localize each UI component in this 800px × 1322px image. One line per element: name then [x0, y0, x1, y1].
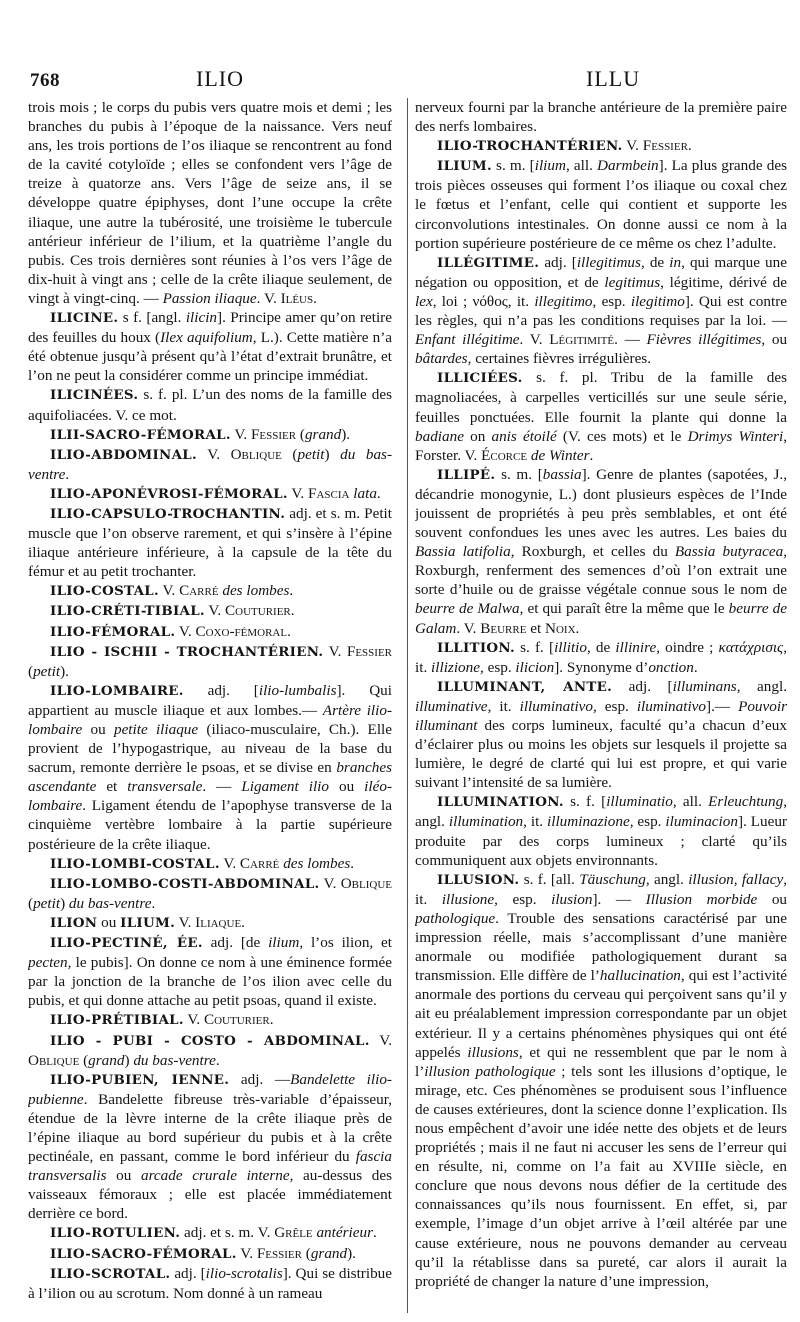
italic-text: badiane	[415, 427, 464, 445]
italic-text: ilium	[268, 934, 300, 952]
entry-headword: ILIO - ISCHII - TROCHANTÉRIEN.	[50, 643, 324, 660]
italic-text: grand	[310, 1244, 348, 1262]
entry-text: . —	[202, 778, 242, 796]
italic-text: Bassia latifolia	[415, 543, 511, 561]
entry-text: , oindre ;	[656, 638, 719, 656]
entry-text: V.	[319, 874, 341, 892]
entry-text: adj. [	[612, 677, 673, 695]
entry-text: ou	[106, 1167, 141, 1185]
entry-text: , all.	[565, 157, 598, 175]
text-columns	[26, 98, 788, 1313]
dictionary-entry	[28, 581, 392, 601]
entry-headword: ILIUM.	[120, 914, 176, 931]
dictionary-entry	[28, 504, 392, 581]
entry-text: , Roxburgh, renferment des semences d’où l’on extrait une sorte d’huile ou de graisse végétale connue sous le nom de	[415, 543, 787, 599]
italic-text: des lombes	[283, 854, 351, 872]
entry-headword: ILIO-PECTINÉ, ÉE.	[50, 935, 203, 952]
entry-continuation	[415, 98, 787, 136]
entry-headword: ILLUMINANT, ANTE.	[437, 678, 613, 695]
dictionary-entry	[415, 368, 787, 464]
entry-text: , angl.	[736, 677, 787, 695]
cross-reference: Oblique	[230, 445, 282, 463]
cross-reference: Fessier	[250, 425, 297, 443]
italic-text: fascia transversalis	[28, 1148, 392, 1185]
italic-text: petit	[33, 894, 61, 912]
cross-reference: Grêle	[274, 1224, 313, 1242]
italic-text: illuminatio	[606, 793, 673, 811]
italic-text: bassia	[542, 465, 582, 483]
entry-text: , it.	[415, 638, 787, 676]
entry-text: , it.	[415, 870, 787, 908]
italic-text: anis étoilé	[491, 427, 557, 445]
cross-reference: Couturier	[225, 602, 291, 620]
entry-text: . V.	[456, 619, 481, 637]
entry-text: V.	[204, 602, 226, 620]
entry-text: , qui marque une négation ou opposition, et de	[415, 253, 787, 291]
entry-text: .	[65, 465, 70, 483]
entry-text: (	[281, 445, 298, 463]
entry-text: adj. —	[229, 1070, 291, 1088]
dictionary-entry	[28, 425, 392, 445]
cross-reference: Carré	[179, 582, 219, 600]
italic-text: Artère ilio-lombaire	[28, 701, 392, 738]
italic-text: Drimys Winteri	[687, 427, 784, 445]
entry-text: s. m. [	[491, 157, 535, 175]
italic-text: illusion, fallacy	[688, 870, 784, 888]
entry-text: adj. [	[539, 253, 577, 271]
entry-text: (	[301, 1244, 311, 1262]
entry-text: . —	[614, 331, 647, 349]
cross-reference: Légitimité	[549, 331, 615, 349]
entry-text: . V.	[519, 331, 550, 349]
entry-text: )	[324, 445, 341, 463]
entry-text: ou	[97, 913, 121, 931]
italic-text: antérieur	[316, 1224, 373, 1242]
entry-headword: ILIO-CRÉTI-TIBIAL.	[50, 603, 205, 620]
entry-text: , esp.	[629, 813, 666, 831]
entry-headword: ILICINE.	[50, 310, 119, 327]
entry-text: , légitime, dérivé de	[660, 273, 787, 291]
cross-reference: Beurre	[480, 619, 527, 637]
entry-text: , Forster. V.	[415, 427, 787, 464]
dictionary-entry	[28, 874, 392, 913]
entry-text: (	[296, 425, 305, 443]
entry-headword: ILII-SACRO-FÉMORAL.	[50, 426, 231, 443]
entry-text: s. f. pl. L’un des noms de la famille des aquifoliacées. V. ce mot.	[28, 386, 392, 424]
entry-text: .	[350, 854, 355, 872]
italic-text: Ilex aquifolium	[160, 329, 253, 347]
italic-text: petit	[297, 445, 325, 463]
italic-text: beurre de Malwa	[415, 600, 520, 618]
italic-text: Ligament ilio	[241, 778, 329, 796]
entry-text: , esp.	[479, 658, 516, 676]
entry-text: trois mois ; le corps du pubis vers quatre mois et demi ; les branches du pubis à l’époque de la naissance. Vers neuf ans, les trois portions de l’os iliaque se rencontrent au fond de la cavité cotyloïde ; elles se confondent vers l’âge de treize à quatorze ans. Vers l’âge de seize ans, il se développe quatre épiphyses, dont l’une occupe la crête iliaque, une autre la tubérosité, une troisième le tubercule antérieur inférieur de l’ilium, et la quatrième l’angle du pubis. Ces trois dernières sont réunies à l’os vers l’âge de dix-huit à vingt ans ; celle de la crête iliaque seulement, de vingt à vingt-cinq. —	[28, 99, 392, 307]
dictionary-entry	[28, 308, 392, 385]
dictionary-entry	[415, 253, 787, 369]
entry-headword: ILLIPÉ.	[437, 466, 496, 483]
entry-text: , esp.	[592, 292, 631, 310]
italic-text: Fièvres illégitimes	[646, 331, 762, 349]
entry-headword: ILIO-PRÉTIBIAL.	[50, 1012, 184, 1029]
entry-text: V.	[219, 854, 240, 872]
entry-text: )	[124, 1051, 134, 1069]
italic-text: pecten	[28, 954, 68, 972]
italic-text: beurre de Galam	[415, 600, 787, 637]
entry-text: s. m. [	[495, 465, 543, 483]
italic-text: illegitimus	[576, 253, 641, 271]
entry-text: .	[693, 658, 698, 676]
entry-text: V.	[323, 642, 347, 660]
cross-reference: Couturier	[203, 1011, 270, 1029]
entry-headword: ILIO-ROTULIEN.	[50, 1225, 181, 1242]
italic-text: onction	[648, 658, 694, 676]
entry-headword: ILICINÉES.	[50, 387, 139, 404]
dictionary-entry	[28, 933, 392, 1010]
entry-text: et	[96, 778, 128, 796]
entry-text: , all.	[672, 793, 709, 811]
entry-headword: ILION	[50, 914, 98, 931]
italic-text: petite iliaque	[113, 721, 199, 738]
entry-text: . Bandelette fibreuse très-variable d’épaisseur, étendue de la lèvre interne de la crête iliaque près de l’épine iliaque au bord supérieur du pubis et à la crête pectinéale, en passant, comme le bord inférieur du	[28, 1090, 392, 1166]
italic-text: grand	[88, 1051, 125, 1069]
entry-text: )	[60, 894, 69, 912]
cross-reference: Carré	[239, 854, 280, 872]
dictionary-entry	[28, 385, 392, 424]
entry-text: ].—	[706, 697, 739, 715]
entry-headword: ILIO-TROCHANTÉRIEN.	[437, 138, 623, 155]
entry-headword: ILIO-CAPSULO-TROCHANTIN.	[50, 505, 286, 522]
entry-text: on	[463, 427, 492, 445]
italic-text: illuminativo	[519, 697, 593, 715]
cross-reference: Fessier	[642, 137, 688, 155]
italic-text: Darmbein	[597, 157, 659, 175]
entry-text: des corps lumineux, faculté qu’a chacun d’eux d’éclairer plus ou moins les objets sur lesquels il projette sa lumière, le degré de clarté qui lui est propre, et qui varie suivant l’intensité de sa lumière.	[415, 717, 787, 792]
entry-text: , l’os ilion, et	[299, 934, 392, 952]
dictionary-entry	[415, 638, 787, 677]
entry-text: , esp.	[593, 697, 637, 715]
entry-text: , et qui paraît être la même que le	[519, 600, 729, 618]
entry-text: .	[289, 582, 294, 600]
italic-text: Bandelette ilio-pubienne	[28, 1070, 392, 1108]
cross-reference: Fessier	[256, 1244, 302, 1262]
entry-text: ]. Lueur produite par des corps lumineux ; clarté qu’ils communiquent aux objets environnants.	[415, 813, 787, 869]
italic-text: illuminative	[415, 697, 488, 715]
cross-reference: Écorce	[481, 446, 528, 464]
dictionary-entry	[28, 484, 392, 504]
entry-headword: ILLUSION.	[437, 871, 520, 888]
italic-text: Illusion morbide	[645, 890, 758, 908]
italic-text: du bas-ventre	[133, 1051, 216, 1069]
entry-text: .	[215, 1051, 220, 1069]
entry-text: , qui est l’activité anormale des portions du cerveau qui perçoivent sans qu’il y ait eu préalablement impression correspondante par un objet extérieur. Il y a certains phénomènes physiques qui ont été appelés	[415, 967, 787, 1061]
column-divider	[407, 98, 408, 1313]
italic-text: illuminans	[672, 677, 737, 695]
entry-text: nerveux fourni par la branche antérieure de la première paire des nerfs lombaires.	[415, 99, 787, 136]
entry-text: V.	[622, 137, 643, 155]
italic-text: Erleuchtung	[708, 793, 784, 811]
entry-text: , angl.	[645, 870, 689, 888]
entry-text: ou	[757, 890, 787, 908]
dictionary-entry	[28, 1223, 392, 1243]
entry-text: s. f. [	[515, 638, 555, 656]
dictionary-entry	[28, 1010, 392, 1030]
italic-text: illusions	[467, 1043, 519, 1061]
entry-text: , esp.	[494, 890, 552, 908]
entry-headword: ILIO-SCROTAL.	[50, 1265, 171, 1282]
cross-reference: Fascia	[308, 484, 350, 502]
italic-text: Enfant illégitime	[415, 331, 520, 349]
italic-text: ilicion	[515, 658, 555, 676]
cross-reference: Noix	[545, 619, 576, 637]
italic-text: Täuschung	[579, 870, 646, 888]
entry-text: ]. Qui est contre les règles, qui n’a pas les conditions requises par la loi. —	[415, 292, 787, 330]
dictionary-entry	[28, 445, 392, 484]
entry-text: , loi ; νόθος, it.	[432, 292, 535, 310]
entry-text: , ou	[761, 331, 787, 349]
italic-text: illusion pathologique	[424, 1062, 556, 1080]
entry-text: , certaines fièvres irrégulières.	[467, 350, 652, 368]
entry-text: (	[28, 894, 34, 912]
entry-text: s f. [angl.	[118, 309, 186, 327]
italic-text: Bassia butyracea	[674, 543, 784, 561]
cross-reference: Iléus	[280, 289, 314, 307]
entry-text: . Ligament étendu de l’apophyse transverse de la cinquième vertèbre lombaire à la partie supérieure postérieure de la crête iliaque.	[28, 797, 392, 853]
entry-text: ).	[347, 1244, 356, 1262]
italic-text: transversale	[127, 778, 203, 796]
entry-text: ]. Qui se distribue à l’ilion ou au scrotum. Nom donné à un rameau	[28, 1264, 392, 1302]
entry-text: .	[376, 484, 381, 502]
entry-continuation	[28, 98, 392, 308]
italic-text: ilusion	[551, 890, 593, 908]
entry-text: .	[290, 602, 295, 620]
entry-text: s. f. pl. Tribu de la famille des magnoliacées, à carpelles verticillés sur une seule série, feuilles ponctuées. Elle fournit la plante qui donne la	[415, 369, 787, 426]
italic-text: de Winter	[530, 446, 590, 464]
italic-text: petit	[33, 662, 61, 680]
entry-text: ]. Qui appartient au muscle iliaque et aux lombes.—	[28, 681, 392, 719]
dictionary-entry	[28, 1264, 392, 1303]
italic-text: in	[669, 253, 682, 271]
entry-text: .	[589, 446, 594, 464]
entry-text: .	[313, 289, 317, 307]
entry-text: , et qui ne ressemblent que par le nom à l’	[415, 1043, 787, 1080]
italic-text: lex	[415, 292, 433, 310]
italic-text: Passion iliaque	[162, 289, 257, 307]
entry-text: ]. —	[592, 890, 646, 908]
italic-text: des lombes	[222, 582, 290, 600]
entry-text: (	[28, 662, 34, 680]
dictionary-entry	[28, 1031, 392, 1070]
cross-reference: Iliaque	[195, 913, 242, 931]
entry-text: (V. ces mots) et le	[556, 427, 688, 445]
italic-text: grand	[304, 425, 342, 443]
entry-headword: ILIO-ABDOMINAL.	[50, 446, 197, 463]
dictionary-entry	[28, 854, 392, 874]
entry-text: s. f. [all.	[519, 870, 580, 888]
entry-text: ]. Genre de plantes (sapotées, J., décandrie monogynie, L.) dont plusieurs espèces de l’Inde jouissent de propriétés à peu près semblables, et ont été souvent confondues les unes avec les autres. Les baies du	[415, 465, 787, 542]
entry-text: ou	[82, 721, 114, 738]
entry-text: V.	[236, 1244, 257, 1262]
entry-text: .	[687, 137, 692, 155]
entry-text: ]. Principe amer qu’on retire des feuilles du houx (	[28, 309, 392, 347]
italic-text: illizione	[431, 658, 480, 676]
entry-text: V.	[183, 1011, 204, 1029]
left-running-head: ILIO	[196, 66, 244, 91]
italic-text: lata	[353, 484, 377, 502]
italic-text: ilegitimo	[630, 292, 685, 310]
entry-text: .	[151, 894, 156, 912]
italic-text: illuminazione	[547, 813, 630, 831]
dictionary-entry	[28, 913, 392, 933]
entry-text: ou	[328, 778, 365, 796]
entry-text: s. f. [	[563, 793, 607, 811]
italic-text: iléo-lombaire	[28, 778, 392, 815]
italic-text: illumination	[448, 813, 524, 831]
entry-text: V.	[287, 484, 309, 502]
entry-headword: ILLUMINATION.	[437, 794, 564, 811]
entry-text: .	[241, 913, 245, 931]
entry-text: ).	[60, 662, 69, 680]
entry-text: , Roxburgh, et celles du	[510, 543, 675, 561]
entry-text: , angl.	[415, 793, 787, 831]
entry-text: .	[372, 1224, 377, 1242]
entry-headword: ILIO-LOMBI-COSTAL.	[50, 855, 220, 872]
entry-text: (iliaco-musculaire, Ch.). Elle provient de l’hypogastrique, au niveau de la base du sacrum, remonte derrière le psoas, et se divise en	[28, 721, 392, 777]
italic-text: bâtardes	[415, 350, 468, 368]
italic-text: illegitimo	[534, 292, 593, 310]
dictionary-entry	[415, 870, 787, 1291]
dictionary-entry	[415, 677, 787, 793]
italic-text: ilio-lumbalis	[258, 681, 337, 699]
entry-text: V.	[196, 445, 231, 463]
entry-text: V.	[175, 913, 196, 931]
dictionary-entry	[415, 156, 787, 252]
cross-reference: Oblique	[28, 1051, 80, 1069]
entry-text: V.	[158, 582, 180, 600]
italic-text: Pouvoir illuminant	[415, 697, 787, 734]
entry-text: .	[287, 622, 291, 640]
entry-text: . Trouble des sensations caractérisé par une impression réelle, mais s’accomplissant d’une manière anormale ou modifiée pathologiquement durant sa transmission. Elle diffère de l’	[415, 909, 787, 985]
italic-text: ilicin	[185, 309, 218, 327]
entry-text: adj. [de	[202, 934, 269, 952]
entry-headword: ILIO - PUBI - COSTO - ABDOMINAL.	[50, 1032, 370, 1049]
entry-text: , it.	[487, 697, 520, 715]
entry-headword: ILLITION.	[437, 639, 515, 656]
italic-text: du bas-ventre	[28, 445, 392, 483]
entry-headword: ILIUM.	[437, 158, 492, 175]
entry-text: , le pubis]. On donne ce nom à une éminence formée par la jonction de la branche de l’os ilion avec celle du pubis, et qui donne attache au petit psoas, quand il existe.	[28, 954, 392, 1010]
entry-text: ; tels sont les illusions d’optique, le mirage, etc. Ces phénomènes se produisent sous l’influence de causes extérieures, dont la science donne l’explication. Ils nous empêchent d’avoir une idée nette des objets et de leurs propriétés ; mais il ne faut ni accuser les sens de l’erreur qui en résulte, ni, comme on l’a fait au XVIIIe siècle, en conclure que nous devons nous défier de la certitude des connaissances qu’ils nous fournissent. En effet, si, par exemple, l’image d’un objet arrive à l’œil altérée par une cause extérieure, nous ne pouvons demander au cerveau qu’il la rétablisse dans sa pureté, car alors il aurait la propriété de changer la nature d’une impression,	[415, 1062, 787, 1290]
italic-text: illitio	[554, 638, 587, 656]
entry-text: adj. et s. m. Petit muscle que l’on observe rarement, et qui s’insère à l’épine iliaque antérieure inférieure, à la capsule de la tête du fémur et au petit trochanter.	[28, 504, 392, 581]
entry-text: , de	[586, 638, 616, 656]
entry-headword: ILIO-LOMBAIRE.	[50, 682, 184, 699]
italic-text: iluminativo	[636, 697, 707, 715]
right-running-head: ILLU	[586, 66, 641, 91]
entry-text: .	[575, 619, 580, 637]
left-column	[28, 98, 392, 1313]
entry-headword: ILIO-APONÉVROSI-FÉMORAL.	[50, 485, 288, 502]
italic-text: hallucination	[599, 967, 681, 985]
entry-headword: ILLÉGITIME.	[437, 254, 540, 271]
entry-text: . V.	[256, 289, 281, 307]
entry-text: , de	[640, 253, 670, 271]
entry-headword: ILIO-FÉMORAL.	[50, 623, 176, 640]
dictionary-entry	[415, 792, 787, 869]
italic-text: κατάχρισις	[718, 638, 784, 656]
entry-text: , L.). Cette matière n’a été obtenue jusqu’à présent qu’à l’état d’extrait brunâtre, et l’on ne peut la considérer comme un principe immédiat.	[28, 329, 392, 385]
entry-text: adj. [	[183, 681, 259, 699]
entry-text: (	[79, 1051, 89, 1069]
entry-text: .	[269, 1011, 274, 1029]
dictionary-entry	[28, 1070, 392, 1224]
italic-text: du bas-ventre	[68, 894, 152, 912]
italic-text: branches ascendante	[28, 759, 392, 796]
dictionary-entry	[415, 465, 787, 638]
dictionary-entry	[28, 642, 392, 681]
cross-reference: Fessier	[346, 642, 392, 660]
page-number: 768	[30, 70, 60, 91]
right-column	[415, 98, 787, 1313]
dictionary-entry	[28, 601, 392, 621]
italic-text: arcade crurale interne	[140, 1167, 290, 1185]
entry-text: , au-dessus des vaisseaux fémoraux ; elle est placée immédiatement derrière ce bord.	[28, 1167, 392, 1223]
entry-text: adj. [	[170, 1264, 206, 1282]
cross-reference: Coxo-fémoral	[195, 622, 288, 640]
dictionary-entry	[415, 136, 787, 156]
entry-headword: ILIO-SACRO-FÉMORAL.	[50, 1245, 237, 1262]
entry-headword: ILIO-LOMBO-COSTI-ABDOMINAL.	[50, 875, 320, 892]
entry-headword: ILIO-COSTAL.	[50, 583, 159, 600]
entry-text: V.	[175, 622, 196, 640]
dictionary-entry	[28, 622, 392, 642]
entry-text: ]. Synonyme d’	[554, 658, 649, 676]
entry-text: , it.	[523, 813, 548, 831]
entry-text: V.	[369, 1031, 392, 1049]
italic-text: illinire	[615, 638, 657, 656]
entry-text: adj. et s. m. V.	[180, 1224, 275, 1242]
entry-text: et	[526, 619, 546, 637]
dictionary-entry	[28, 1244, 392, 1264]
cross-reference: Oblique	[340, 874, 392, 892]
entry-text: V.	[230, 425, 251, 443]
italic-text: ilio-scrotalis	[205, 1264, 283, 1282]
italic-text: pathologique	[415, 909, 496, 927]
italic-text: legitimus	[604, 273, 661, 291]
entry-headword: ILIO-PUBIEN, IENNE.	[50, 1071, 230, 1088]
dictionary-entry	[28, 681, 392, 854]
italic-text: ilium	[534, 157, 566, 175]
entry-text: ]. La plus grande des trois pièces osseuses qui forment l’os iliaque ou coxal chez le fœtus et l’enfant, celle qui contient et supporte les circonvolutions intestinales. On donne aussi ce nom à la portion supérieure postérieure de ce même os chez l’adulte.	[415, 157, 787, 252]
entry-headword: ILLICIÉES.	[437, 370, 523, 387]
italic-text: iluminacion	[665, 813, 738, 831]
entry-text: ).	[341, 425, 351, 443]
italic-text: illusione	[441, 890, 495, 908]
